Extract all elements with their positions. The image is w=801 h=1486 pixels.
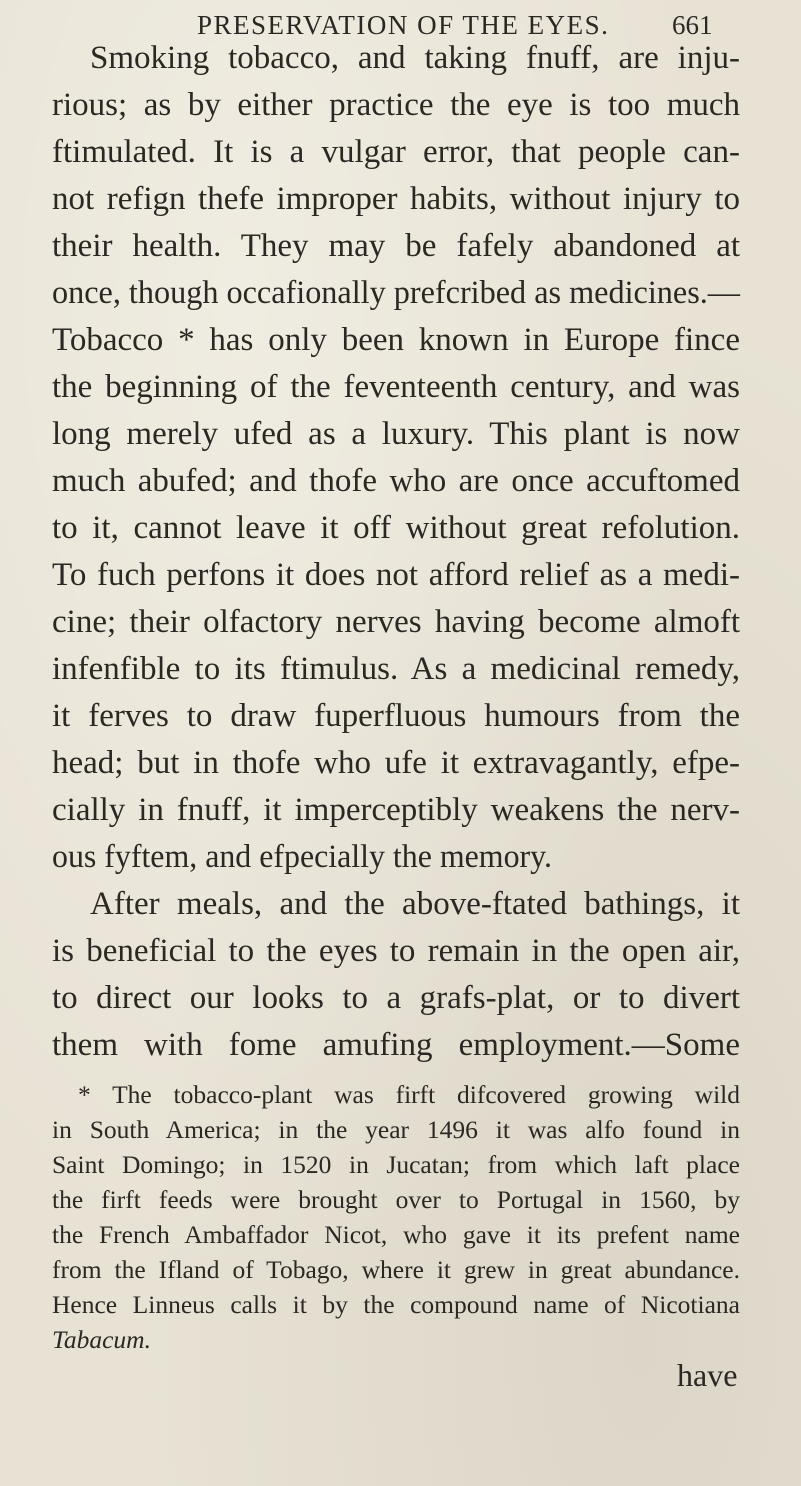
body-line: it ferves to draw fuperfluous humours from the xyxy=(52,698,740,734)
page-number: 661 xyxy=(672,10,713,40)
body-line: much abufed; and thofe who are once accuftomed xyxy=(52,463,740,499)
body-line: long merely ufed as a luxury. This plant is now xyxy=(52,416,740,452)
body-line: is beneficial to the eyes to remain in the open air, xyxy=(52,933,740,969)
body-line: To fuch perfons it does not afford relief as a medi- xyxy=(52,557,740,593)
running-head-title: PRESERVATION OF THE EYES. xyxy=(197,10,610,40)
body-line: the beginning of the feventeenth century, and was xyxy=(52,369,740,405)
body-line: not refign thefe improper habits, without injury to xyxy=(52,181,740,217)
footnote-line: in South America; in the year 1496 it was alfo found in xyxy=(52,1115,740,1144)
footnote-line: the firft feeds were brought over to Portugal in 1560, by xyxy=(52,1185,740,1214)
body-line: After meals, and the above-ftated bathings, it xyxy=(90,886,740,922)
body-line: infenfible to its ftimulus. As a medicinal remedy, xyxy=(52,651,741,687)
body-line: Tobacco * has only been known in Europe fince xyxy=(52,322,740,358)
footnote-line: * The tobacco-plant was firft difcovered growing wild xyxy=(78,1080,740,1109)
footnote-line: Tabacum. xyxy=(52,1325,151,1354)
body-line: their health. They may be fafely abandoned at xyxy=(52,228,741,264)
body-line: cially in fnuff, it imperceptibly weakens the nerv- xyxy=(52,792,740,828)
body-line: to it, cannot leave it off without great refolution. xyxy=(52,510,741,546)
footnote-line: the French Ambaffador Nicot, who gave it its prefent name xyxy=(52,1220,740,1249)
body-line: ous fyftem, and efpecially the memory. xyxy=(52,839,552,875)
footnote-line: from the Ifland of Tobago, where it grew in great abundance. xyxy=(52,1255,740,1284)
body-line: once, though occafionally prefcribed as medicines.— xyxy=(52,275,741,311)
body-line: ftimulated. It is a vulgar error, that people can- xyxy=(52,134,740,170)
body-line: head; but in thofe who ufe it extravagantly, efpe- xyxy=(52,745,741,781)
footnote-line: Hence Linneus calls it by the compound name of Nicotiana xyxy=(52,1290,740,1319)
catchword: have xyxy=(677,1357,738,1393)
body-line: cine; their olfactory nerves having become almoft xyxy=(52,604,741,640)
body-line: to direct our looks to a grafs-plat, or to divert xyxy=(52,980,741,1016)
body-line: them with fome amufing employment.—Some xyxy=(52,1027,740,1063)
body-line: rious; as by either practice the eye is too much xyxy=(52,87,741,123)
body-line: Smoking tobacco, and taking fnuff, are inju- xyxy=(90,40,740,76)
footnote-line: Saint Domingo; in 1520 in Jucatan; from which laft place xyxy=(52,1150,740,1179)
